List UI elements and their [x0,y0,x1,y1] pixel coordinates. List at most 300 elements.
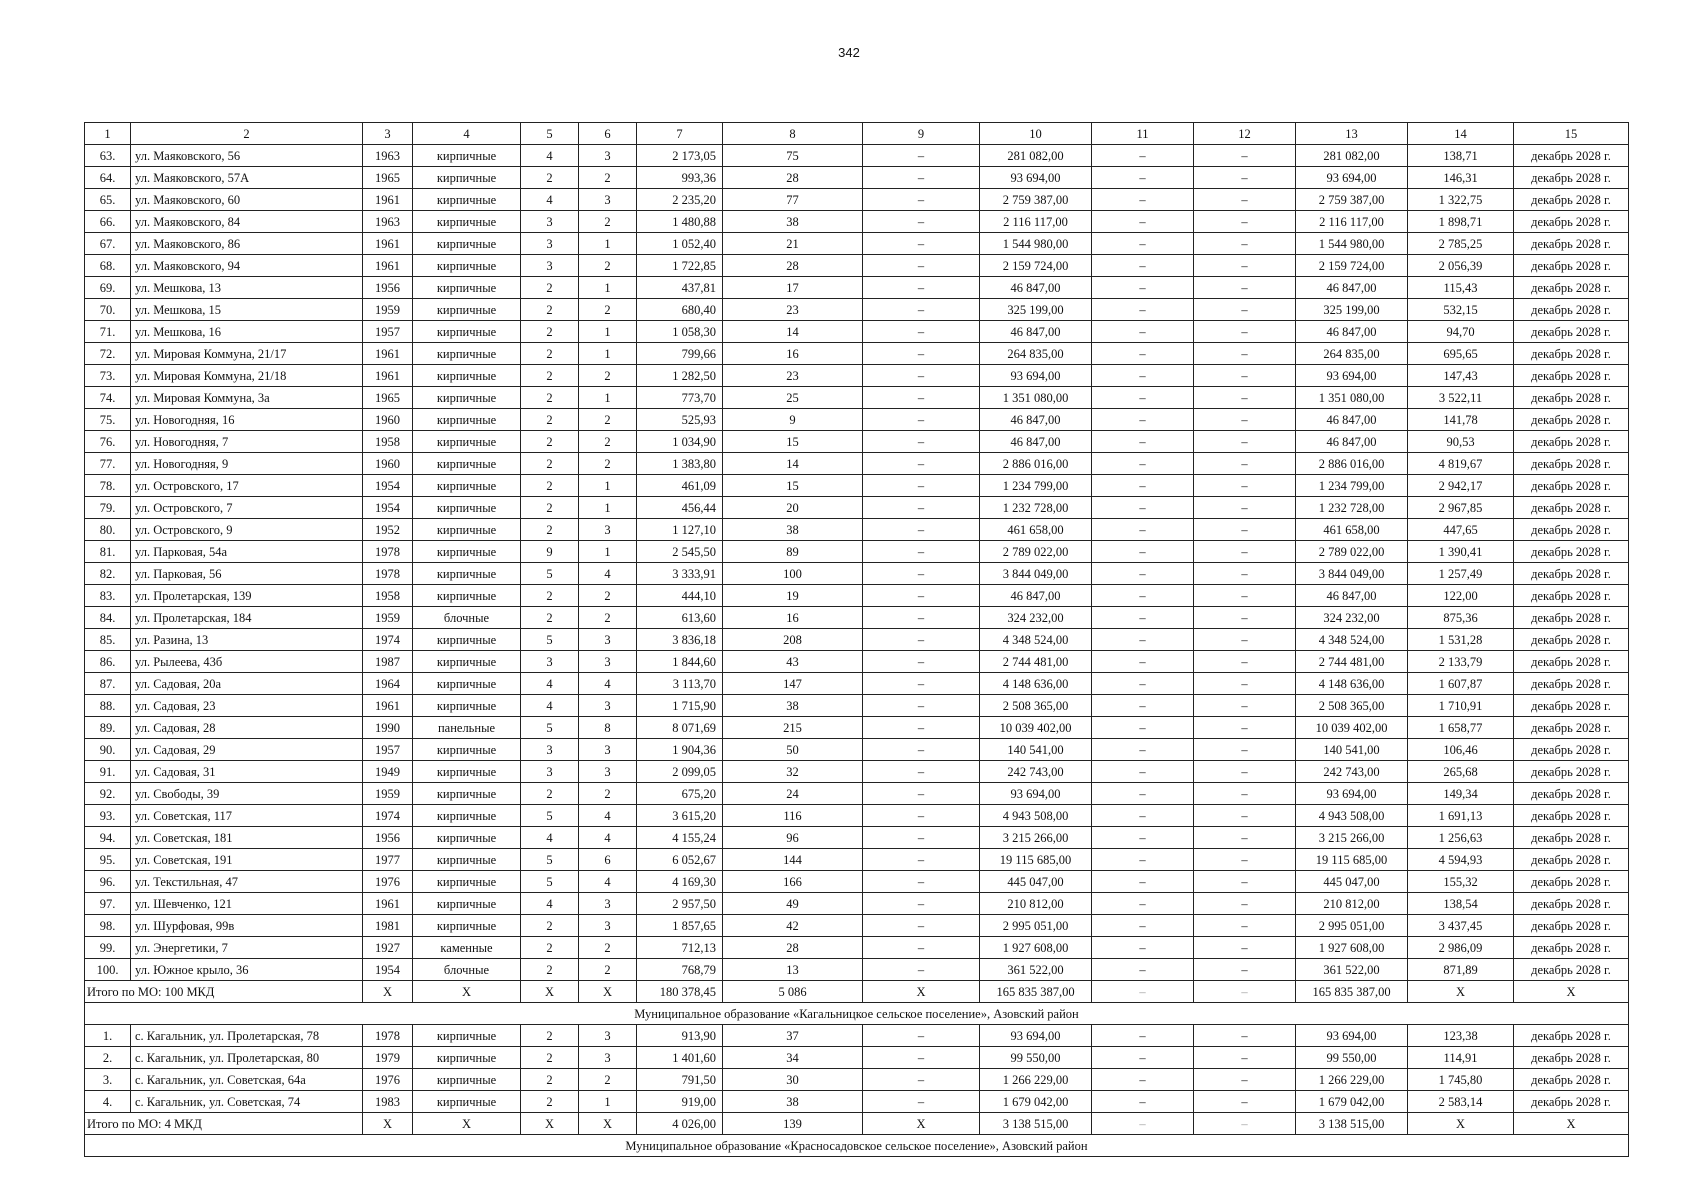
cell-col-15: декабрь 2028 г. [1514,277,1629,299]
total-cell-col-7: 180 378,45 [637,981,723,1003]
cell-col-15: декабрь 2028 г. [1514,409,1629,431]
cell-col-9: – [863,365,980,387]
cell-col-9: – [863,475,980,497]
cell-col-4: кирпичные [413,453,521,475]
cell-col-13: 2 116 117,00 [1296,211,1408,233]
cell-col-9: – [863,321,980,343]
cell-col-7: 2 957,50 [637,893,723,915]
cell-col-7: 913,90 [637,1025,723,1047]
cell-col-5: 3 [521,761,579,783]
cell-col-12: – [1194,1091,1296,1113]
cell-col-6: 3 [579,739,637,761]
cell-col-9: – [863,255,980,277]
cell-col-7: 3 113,70 [637,673,723,695]
cell-col-15: декабрь 2028 г. [1514,805,1629,827]
cell-col-9: – [863,805,980,827]
cell-col-1: 75. [85,409,131,431]
cell-col-2: ул. Садовая, 28 [131,717,363,739]
total-cell-col-15: X [1514,981,1629,1003]
cell-col-2: ул. Садовая, 20а [131,673,363,695]
cell-col-12: – [1194,277,1296,299]
cell-col-4: кирпичные [413,299,521,321]
column-header-2: 2 [131,123,363,145]
cell-col-6: 1 [579,233,637,255]
cell-col-4: кирпичные [413,277,521,299]
table-row [85,1091,1629,1113]
total-cell-col-4: X [413,981,521,1003]
cell-col-8: 43 [723,651,863,673]
cell-col-12: – [1194,849,1296,871]
cell-col-15: декабрь 2028 г. [1514,167,1629,189]
cell-col-10: 281 082,00 [980,145,1092,167]
table-row [85,211,1629,233]
cell-col-9: – [863,959,980,981]
cell-col-3: 1974 [363,805,413,827]
cell-col-14: 1 390,41 [1408,541,1514,563]
total-cell-col-10: 3 138 515,00 [980,1113,1092,1135]
cell-col-8: 38 [723,1091,863,1113]
cell-col-14: 2 133,79 [1408,651,1514,673]
cell-col-3: 1978 [363,563,413,585]
cell-col-1: 80. [85,519,131,541]
cell-col-13: 140 541,00 [1296,739,1408,761]
cell-col-7: 768,79 [637,959,723,981]
total-cell-col-14: X [1408,1113,1514,1135]
cell-col-9: – [863,827,980,849]
cell-col-4: кирпичные [413,629,521,651]
cell-col-2: ул. Новогодняя, 16 [131,409,363,431]
cell-col-5: 2 [521,1069,579,1091]
cell-col-6: 4 [579,805,637,827]
cell-col-10: 46 847,00 [980,431,1092,453]
cell-col-13: 461 658,00 [1296,519,1408,541]
cell-col-4: кирпичные [413,651,521,673]
cell-col-3: 1954 [363,959,413,981]
cell-col-2: ул. Пролетарская, 184 [131,607,363,629]
table-row [85,1025,1629,1047]
cell-col-4: кирпичные [413,145,521,167]
table-row [85,365,1629,387]
cell-col-3: 1956 [363,827,413,849]
cell-col-9: – [863,915,980,937]
cell-col-5: 5 [521,849,579,871]
cell-col-10: 93 694,00 [980,167,1092,189]
cell-col-10: 325 199,00 [980,299,1092,321]
cell-col-13: 19 115 685,00 [1296,849,1408,871]
cell-col-8: 24 [723,783,863,805]
cell-col-9: – [863,629,980,651]
cell-col-13: 2 159 724,00 [1296,255,1408,277]
cell-col-14: 146,31 [1408,167,1514,189]
cell-col-12: – [1194,475,1296,497]
cell-col-1: 99. [85,937,131,959]
cell-col-11: – [1092,959,1194,981]
cell-col-5: 2 [521,321,579,343]
cell-col-3: 1976 [363,871,413,893]
cell-col-1: 66. [85,211,131,233]
cell-col-3: 1964 [363,673,413,695]
cell-col-4: кирпичные [413,585,521,607]
cell-col-2: ул. Садовая, 23 [131,695,363,717]
cell-col-5: 2 [521,585,579,607]
cell-col-14: 2 967,85 [1408,497,1514,519]
cell-col-7: 8 071,69 [637,717,723,739]
cell-col-1: 65. [85,189,131,211]
cell-col-6: 2 [579,365,637,387]
cell-col-10: 361 522,00 [980,959,1092,981]
cell-col-6: 3 [579,145,637,167]
table-row [85,233,1629,255]
cell-col-3: 1957 [363,739,413,761]
cell-col-2: ул. Шурфовая, 99в [131,915,363,937]
cell-col-13: 2 886 016,00 [1296,453,1408,475]
cell-col-3: 1965 [363,167,413,189]
total-cell-col-3: X [363,1113,413,1135]
table-row [85,497,1629,519]
cell-col-7: 712,13 [637,937,723,959]
cell-col-2: ул. Садовая, 31 [131,761,363,783]
cell-col-4: кирпичные [413,915,521,937]
cell-col-8: 208 [723,629,863,651]
table-row [85,651,1629,673]
cell-col-12: – [1194,145,1296,167]
cell-col-15: декабрь 2028 г. [1514,563,1629,585]
cell-col-1: 76. [85,431,131,453]
cell-col-1: 100. [85,959,131,981]
cell-col-11: – [1092,409,1194,431]
cell-col-13: 4 348 524,00 [1296,629,1408,651]
cell-col-4: кирпичные [413,1047,521,1069]
cell-col-1: 74. [85,387,131,409]
cell-col-6: 2 [579,937,637,959]
section-title: Муниципальное образование «Кагальницкое сельское поселение», Азовский район [85,1003,1629,1025]
cell-col-3: 1961 [363,189,413,211]
cell-col-14: 875,36 [1408,607,1514,629]
cell-col-1: 94. [85,827,131,849]
cell-col-9: – [863,387,980,409]
cell-col-2: ул. Островского, 7 [131,497,363,519]
cell-col-4: кирпичные [413,1091,521,1113]
cell-col-14: 138,54 [1408,893,1514,915]
cell-col-13: 361 522,00 [1296,959,1408,981]
cell-col-13: 264 835,00 [1296,343,1408,365]
cell-col-8: 96 [723,827,863,849]
cell-col-3: 1954 [363,475,413,497]
cell-col-1: 64. [85,167,131,189]
cell-col-5: 4 [521,827,579,849]
cell-col-8: 13 [723,959,863,981]
cell-col-2: ул. Маяковского, 86 [131,233,363,255]
total-cell-col-6: X [579,1113,637,1135]
cell-col-2: ул. Островского, 17 [131,475,363,497]
cell-col-8: 166 [723,871,863,893]
cell-col-5: 2 [521,167,579,189]
cell-col-10: 1 927 608,00 [980,937,1092,959]
cell-col-1: 88. [85,695,131,717]
cell-col-14: 1 322,75 [1408,189,1514,211]
cell-col-12: – [1194,343,1296,365]
cell-col-8: 14 [723,321,863,343]
cell-col-9: – [863,1091,980,1113]
cell-col-12: – [1194,189,1296,211]
cell-col-14: 1 745,80 [1408,1069,1514,1091]
cell-col-14: 114,91 [1408,1047,1514,1069]
cell-col-5: 2 [521,1025,579,1047]
cell-col-8: 34 [723,1047,863,1069]
cell-col-1: 79. [85,497,131,519]
total-cell-col-7: 4 026,00 [637,1113,723,1135]
cell-col-2: ул. Советская, 117 [131,805,363,827]
cell-col-6: 2 [579,783,637,805]
cell-col-14: 2 056,39 [1408,255,1514,277]
cell-col-15: декабрь 2028 г. [1514,783,1629,805]
cell-col-11: – [1092,475,1194,497]
cell-col-5: 3 [521,739,579,761]
total-cell-col-13: 3 138 515,00 [1296,1113,1408,1135]
cell-col-1: 91. [85,761,131,783]
cell-col-10: 46 847,00 [980,321,1092,343]
cell-col-5: 4 [521,695,579,717]
cell-col-2: ул. Садовая, 29 [131,739,363,761]
cell-col-15: декабрь 2028 г. [1514,1091,1629,1113]
cell-col-6: 2 [579,167,637,189]
cell-col-5: 2 [521,783,579,805]
table-row [85,475,1629,497]
cell-col-13: 93 694,00 [1296,365,1408,387]
cell-col-15: декабрь 2028 г. [1514,497,1629,519]
cell-col-2: с. Кагальник, ул. Пролетарская, 78 [131,1025,363,1047]
table-row [85,893,1629,915]
table-row [85,739,1629,761]
cell-col-7: 525,93 [637,409,723,431]
column-header-12: 12 [1194,123,1296,145]
table-row [85,783,1629,805]
cell-col-9: – [863,277,980,299]
cell-col-15: декабрь 2028 г. [1514,431,1629,453]
cell-col-12: – [1194,563,1296,585]
cell-col-2: ул. Советская, 191 [131,849,363,871]
cell-col-8: 89 [723,541,863,563]
cell-col-10: 46 847,00 [980,409,1092,431]
cell-col-5: 2 [521,915,579,937]
cell-col-12: – [1194,585,1296,607]
cell-col-10: 1 351 080,00 [980,387,1092,409]
cell-col-2: с. Кагальник, ул. Советская, 64а [131,1069,363,1091]
cell-col-14: 871,89 [1408,959,1514,981]
cell-col-14: 2 986,09 [1408,937,1514,959]
cell-col-6: 3 [579,629,637,651]
cell-col-10: 461 658,00 [980,519,1092,541]
cell-col-8: 28 [723,937,863,959]
cell-col-12: – [1194,1069,1296,1091]
cell-col-12: – [1194,761,1296,783]
cell-col-15: декабрь 2028 г. [1514,585,1629,607]
cell-col-8: 16 [723,607,863,629]
cell-col-8: 49 [723,893,863,915]
cell-col-1: 83. [85,585,131,607]
cell-col-12: – [1194,1025,1296,1047]
cell-col-4: кирпичные [413,255,521,277]
cell-col-7: 1 058,30 [637,321,723,343]
cell-col-4: кирпичные [413,695,521,717]
cell-col-8: 19 [723,585,863,607]
cell-col-13: 10 039 402,00 [1296,717,1408,739]
cell-col-2: ул. Пролетарская, 139 [131,585,363,607]
cell-col-1: 95. [85,849,131,871]
cell-col-11: – [1092,321,1194,343]
cell-col-1: 69. [85,277,131,299]
cell-col-8: 14 [723,453,863,475]
cell-col-15: декабрь 2028 г. [1514,387,1629,409]
cell-col-8: 20 [723,497,863,519]
cell-col-15: декабрь 2028 г. [1514,343,1629,365]
total-label: Итого по МО: 4 МКД [85,1113,363,1135]
total-cell-col-9: X [863,1113,980,1135]
cell-col-6: 4 [579,871,637,893]
table-row [85,629,1629,651]
cell-col-8: 30 [723,1069,863,1091]
total-row-mo-1 [85,981,1629,1003]
table-row [85,431,1629,453]
cell-col-15: декабрь 2028 г. [1514,1069,1629,1091]
cell-col-4: кирпичные [413,563,521,585]
cell-col-7: 3 333,91 [637,563,723,585]
cell-col-13: 2 759 387,00 [1296,189,1408,211]
cell-col-11: – [1092,497,1194,519]
cell-col-1: 70. [85,299,131,321]
cell-col-10: 4 348 524,00 [980,629,1092,651]
cell-col-9: – [863,739,980,761]
cell-col-6: 1 [579,321,637,343]
cell-col-7: 1 904,36 [637,739,723,761]
total-cell-col-13: 165 835 387,00 [1296,981,1408,1003]
cell-col-10: 46 847,00 [980,277,1092,299]
cell-col-8: 50 [723,739,863,761]
cell-col-15: декабрь 2028 г. [1514,827,1629,849]
cell-col-1: 63. [85,145,131,167]
table-row [85,409,1629,431]
cell-col-14: 265,68 [1408,761,1514,783]
cell-col-12: – [1194,541,1296,563]
cell-col-4: кирпичные [413,497,521,519]
cell-col-10: 2 744 481,00 [980,651,1092,673]
cell-col-7: 2 235,20 [637,189,723,211]
table-row [85,761,1629,783]
housing-register-table [84,122,1629,1157]
table-row [85,299,1629,321]
cell-col-2: ул. Парковая, 54а [131,541,363,563]
cell-col-4: кирпичные [413,893,521,915]
section-header-krasnosadovskoe [85,1135,1629,1157]
cell-col-9: – [863,607,980,629]
cell-col-3: 1957 [363,321,413,343]
cell-col-6: 8 [579,717,637,739]
cell-col-2: ул. Маяковского, 94 [131,255,363,277]
cell-col-9: – [863,937,980,959]
cell-col-4: кирпичные [413,1025,521,1047]
cell-col-7: 1 480,88 [637,211,723,233]
cell-col-8: 17 [723,277,863,299]
cell-col-13: 2 744 481,00 [1296,651,1408,673]
cell-col-5: 2 [521,299,579,321]
cell-col-1: 1. [85,1025,131,1047]
table-row [85,519,1629,541]
cell-col-4: кирпичные [413,431,521,453]
cell-col-9: – [863,783,980,805]
cell-col-14: 1 531,28 [1408,629,1514,651]
cell-col-15: декабрь 2028 г. [1514,519,1629,541]
cell-col-3: 1959 [363,783,413,805]
cell-col-5: 2 [521,277,579,299]
cell-col-2: ул. Южное крыло, 36 [131,959,363,981]
total-cell-col-6: X [579,981,637,1003]
column-header-4: 4 [413,123,521,145]
cell-col-7: 1 127,10 [637,519,723,541]
cell-col-7: 1 722,85 [637,255,723,277]
cell-col-14: 3 437,45 [1408,915,1514,937]
cell-col-15: декабрь 2028 г. [1514,1025,1629,1047]
cell-col-11: – [1092,607,1194,629]
cell-col-11: – [1092,255,1194,277]
cell-col-12: – [1194,629,1296,651]
cell-col-15: декабрь 2028 г. [1514,893,1629,915]
cell-col-14: 122,00 [1408,585,1514,607]
cell-col-5: 2 [521,519,579,541]
cell-col-1: 71. [85,321,131,343]
cell-col-8: 23 [723,299,863,321]
total-cell-col-4: X [413,1113,521,1135]
cell-col-12: – [1194,805,1296,827]
cell-col-5: 2 [521,607,579,629]
cell-col-6: 4 [579,827,637,849]
cell-col-1: 67. [85,233,131,255]
cell-col-8: 23 [723,365,863,387]
cell-col-13: 325 199,00 [1296,299,1408,321]
cell-col-9: – [863,893,980,915]
cell-col-8: 28 [723,167,863,189]
cell-col-6: 1 [579,497,637,519]
cell-col-9: – [863,871,980,893]
cell-col-3: 1963 [363,211,413,233]
cell-col-14: 1 257,49 [1408,563,1514,585]
cell-col-9: – [863,717,980,739]
cell-col-7: 675,20 [637,783,723,805]
cell-col-1: 87. [85,673,131,695]
cell-col-12: – [1194,827,1296,849]
cell-col-15: декабрь 2028 г. [1514,959,1629,981]
cell-col-8: 21 [723,233,863,255]
cell-col-14: 141,78 [1408,409,1514,431]
table-row [85,1069,1629,1091]
cell-col-1: 4. [85,1091,131,1113]
cell-col-2: ул. Новогодняя, 9 [131,453,363,475]
cell-col-1: 2. [85,1047,131,1069]
cell-col-15: декабрь 2028 г. [1514,849,1629,871]
table-row [85,167,1629,189]
cell-col-1: 81. [85,541,131,563]
cell-col-10: 19 115 685,00 [980,849,1092,871]
cell-col-9: – [863,585,980,607]
cell-col-9: – [863,1025,980,1047]
cell-col-5: 2 [521,937,579,959]
total-cell-col-5: X [521,981,579,1003]
cell-col-8: 144 [723,849,863,871]
cell-col-11: – [1092,431,1194,453]
table-row [85,673,1629,695]
cell-col-15: декабрь 2028 г. [1514,739,1629,761]
cell-col-10: 93 694,00 [980,365,1092,387]
cell-col-12: – [1194,409,1296,431]
